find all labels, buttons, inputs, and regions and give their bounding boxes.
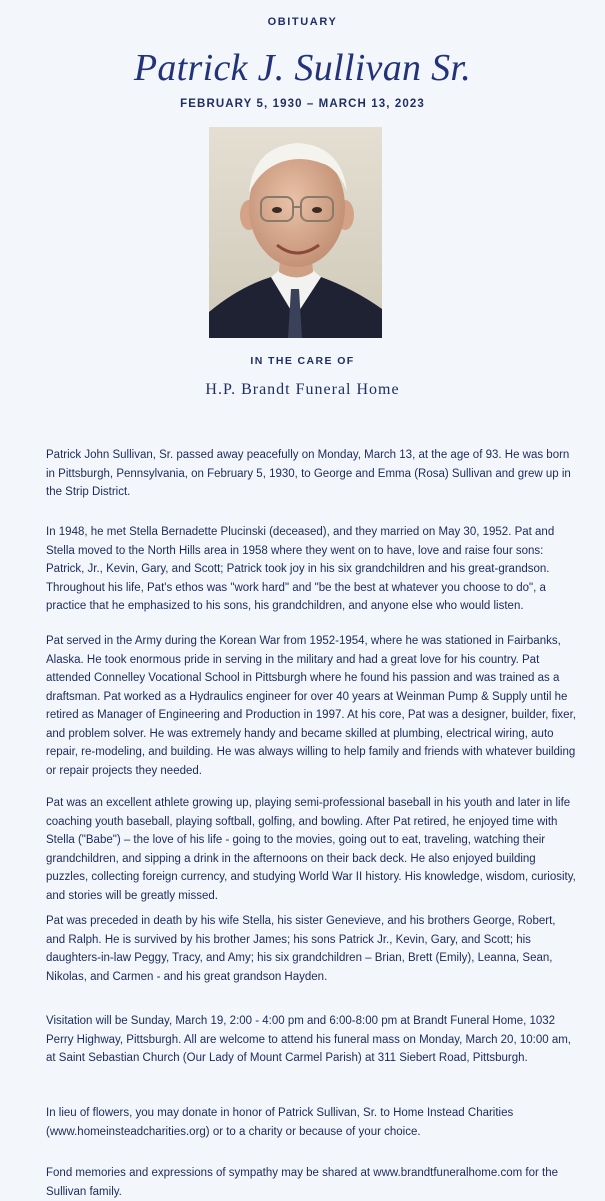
life-dates: FEBRUARY 5, 1930 – MARCH 13, 2023 [180, 98, 425, 110]
deceased-name: Patrick J. Sullivan Sr. [133, 47, 472, 89]
paragraph-career: Pat served in the Army during the Korean War from 1952-1954, where he was stationed in Fairbanks, Alaska. He took enormous pride in serving in the military and had a great love for his country. Pat attended Connelley Vocational School in Pittsburgh where he found his passion and was trained as a draftsman. Pat worked as a Hydraulics engineer for over 40 years at Weinman Pump & Supply until he retired as Manager of Engineering and Production in 1997. At his core, Pat was a designer, builder, fixer, and problem solver. He was extremely handy and became skilled at plumbing, electrical wiring, auto repair, re-modeling, and building. He was always willing to help family and friends with whatever building or repair projects they needed. [46, 635, 576, 777]
paragraph-marriage-family: In 1948, he met Stella Bernadette Plucinski (deceased), and they married on May 30, 1952. Pat and Stella moved to the North Hills area in 1958 where they went on to have, love and raise four sons: Patrick, Jr., Kevin, Gary, and Scott; Patrick took joy in his six grandchildren and his great-grandson. Throughout his life, Pat's ethos was "work hard" and "be the best at whatever you choose to do", a practice that he emphasized to his sons, his grandchildren, and anyone else who would listen. [46, 526, 555, 612]
paragraph-visitation: Visitation will be Sunday, March 19, 2:00 - 4:00 pm and 6:00-8:00 pm at Brandt Funeral Home, 1032 Perry Highway, Pittsburgh. All are welcome to attend his funeral mass on Monday, March 20, 10:00 am, at Saint Sebastian Church (Our Lady of Mount Carmel Parish) at 311 Siebert Road, Pittsburgh. [46, 1015, 571, 1064]
care-label: IN THE CARE OF [250, 355, 355, 367]
portrait-photo [209, 127, 382, 338]
paragraph-donations: In lieu of flowers, you may donate in honor of Patrick Sullivan, Sr. to Home Instead Charities (www.homeinsteadcharities.org) or to a charity or because of your choice. [46, 1107, 514, 1138]
paragraph-hobbies: Pat was an excellent athlete growing up, playing semi-professional baseball in his youth and later in life coaching youth baseball, playing softball, golfing, and bowling. After Pat retired, he enjoyed time with Stella ("Babe") – the love of his life - going to the movies, going out to eat, traveling, watching their grandchildren, and sipping a drink in the afternoons on their back deck. He also enjoyed building puzzles, collecting foreign currency, and studying World War II history. His knowledge, wisdom, curiosity, and stories will be greatly missed. [46, 797, 576, 902]
paragraph-survivors: Pat was preceded in death by his wife Stella, his sister Genevieve, and his brothers George, Robert, and Ralph. He is survived by his brother James; his sons Patrick Jr., Kevin, Gary, and Scott; his daughters-in-law Peggy, Tracy, and Amy; his six grandchildren – Brian, Brett (Emily), Leanna, Sean, Nikolas, and Carmen - and his great grandson Hayden. [46, 915, 556, 983]
funeral-home-name: H.P. Brandt Funeral Home [205, 381, 400, 398]
obituary-kicker: OBITUARY [267, 16, 338, 28]
paragraph-early-life: Patrick John Sullivan, Sr. passed away peacefully on Monday, March 13, at the age of 93. He was born in Pittsburgh, Pennsylvania, on February 5, 1930, to George and Emma (Rosa) Sullivan and grew up in the Strip District. [46, 449, 571, 498]
paragraph-condolences: Fond memories and expressions of sympathy may be shared at www.brandtfuneralhome.com for the Sullivan family. [46, 1167, 558, 1198]
